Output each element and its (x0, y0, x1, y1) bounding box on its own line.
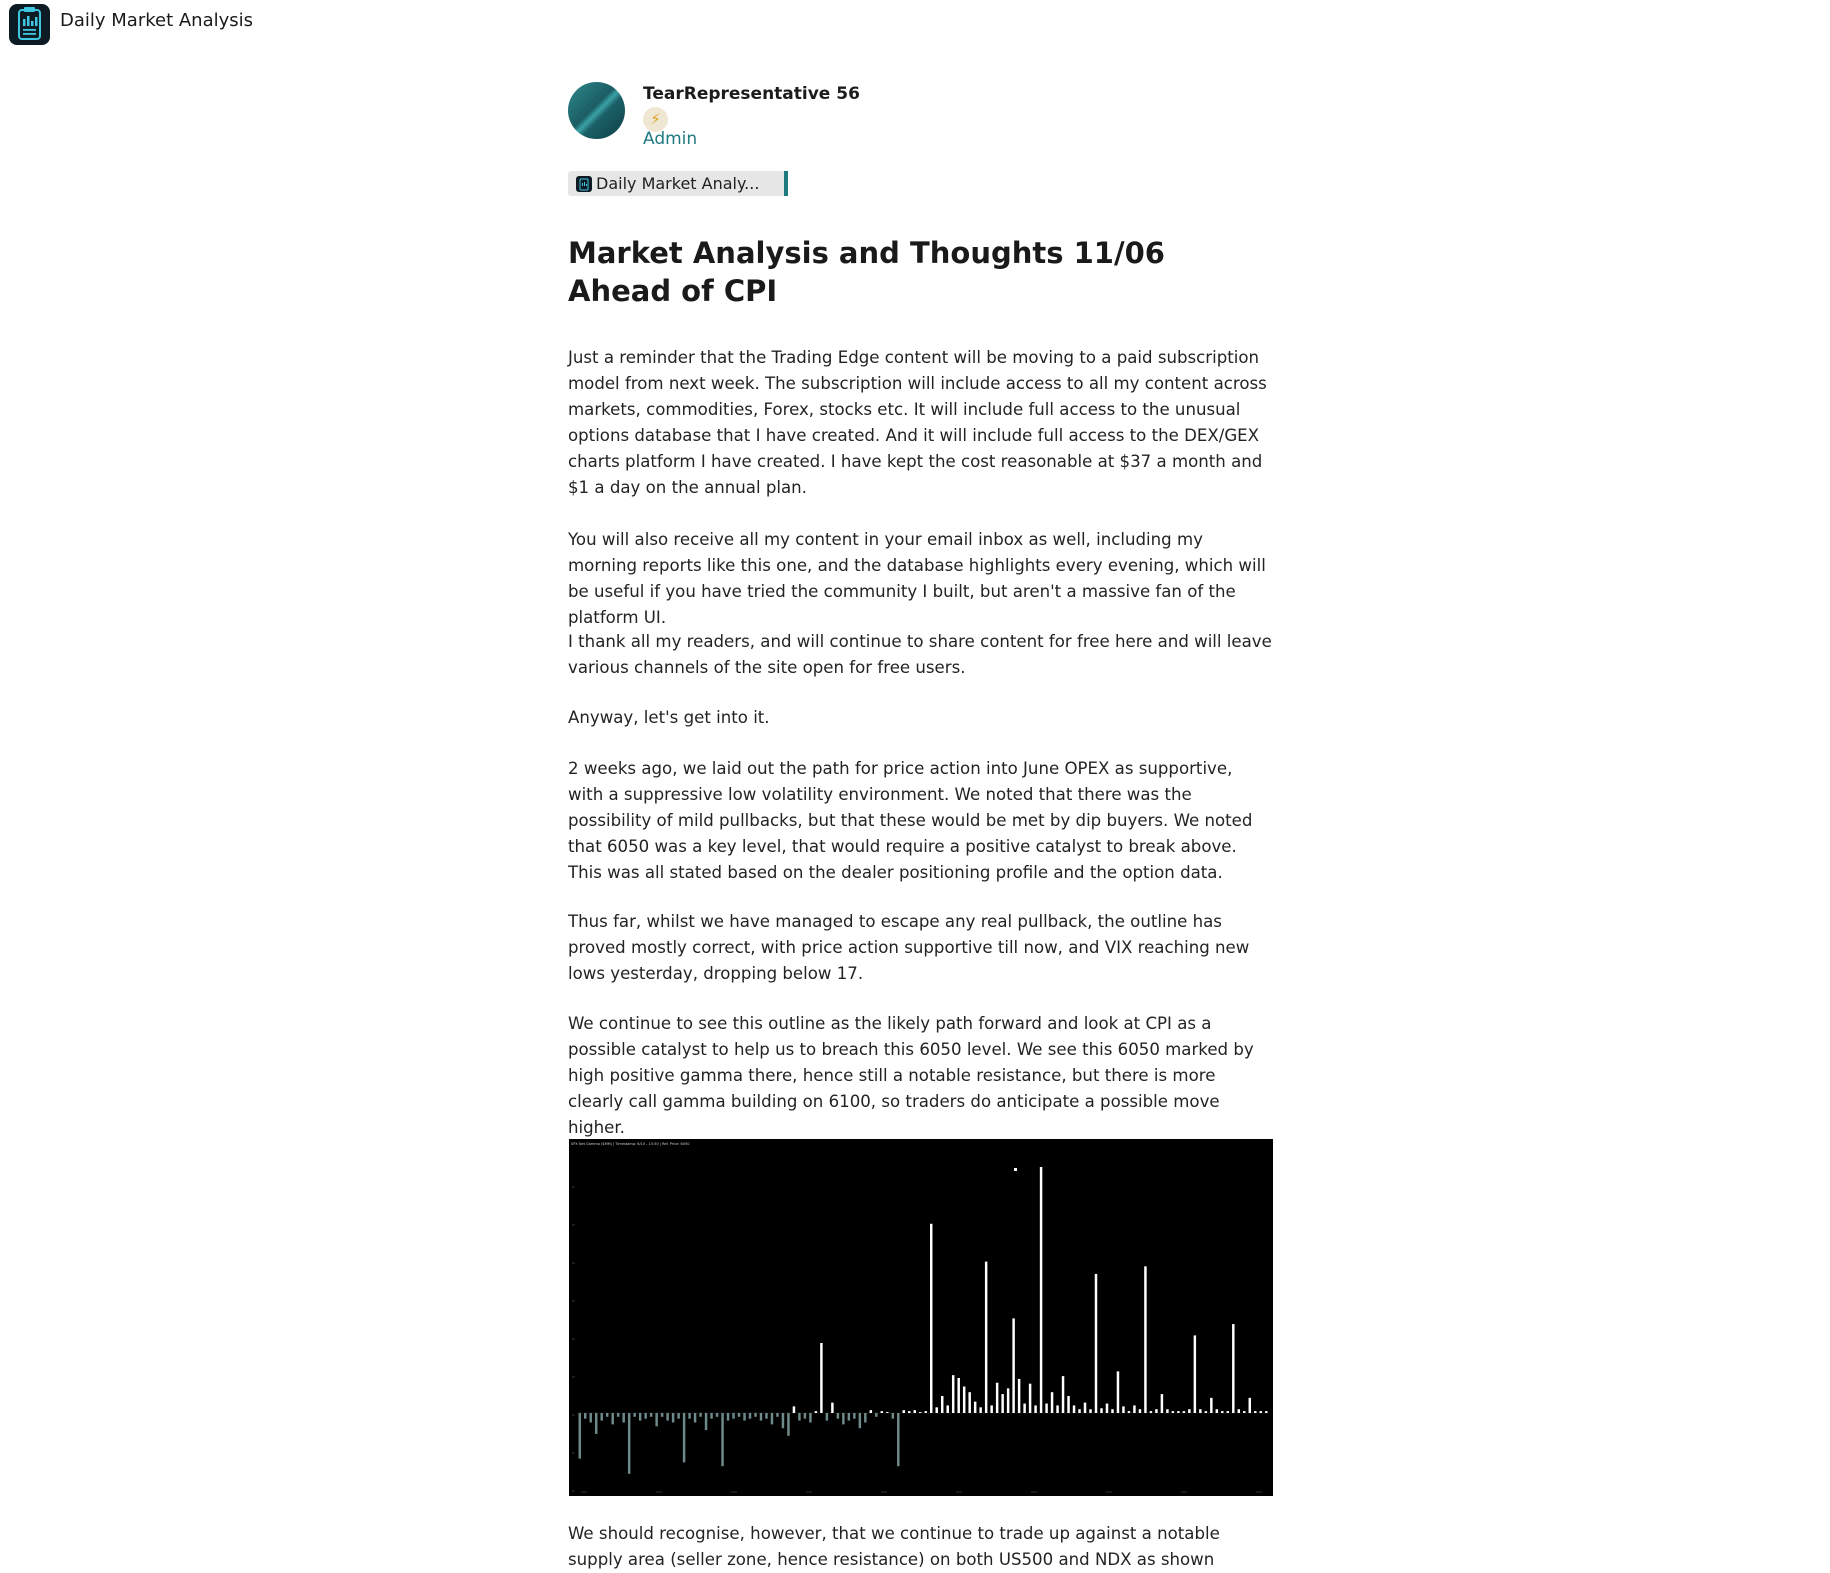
chart-bar[interactable] (985, 1262, 987, 1413)
chart-bar[interactable] (661, 1413, 663, 1417)
chart-bar[interactable] (1177, 1411, 1179, 1413)
chart-bar[interactable] (1034, 1405, 1036, 1413)
chart-bar[interactable] (1194, 1335, 1196, 1413)
chart-bar[interactable] (1117, 1371, 1119, 1413)
chart-bar[interactable] (743, 1413, 745, 1421)
chart-bar[interactable] (1029, 1384, 1031, 1413)
chart-bar[interactable] (1238, 1409, 1240, 1413)
chart-bar[interactable] (1150, 1411, 1152, 1413)
chart-bar[interactable] (897, 1413, 899, 1466)
chart-bar[interactable] (765, 1413, 767, 1419)
chart-bar[interactable] (1056, 1405, 1058, 1413)
chart-bar[interactable] (639, 1413, 641, 1421)
chart-bar[interactable] (584, 1413, 586, 1419)
chart-bar[interactable] (738, 1413, 740, 1417)
chart-bar[interactable] (1023, 1404, 1025, 1413)
chart-bar[interactable] (1078, 1409, 1080, 1413)
chart-bar[interactable] (1001, 1394, 1003, 1413)
chart-bar[interactable] (699, 1413, 701, 1417)
chart-bar[interactable] (826, 1413, 828, 1421)
chart-bar[interactable] (655, 1413, 657, 1426)
chart-bar[interactable] (710, 1413, 712, 1419)
chart-bar[interactable] (1155, 1409, 1157, 1413)
app-title[interactable]: Daily Market Analysis (60, 10, 254, 31)
chart-bar[interactable] (853, 1413, 855, 1419)
chart-bar[interactable] (1232, 1324, 1234, 1413)
chart-bars (577, 1167, 1269, 1474)
chart-bar[interactable] (1144, 1266, 1146, 1413)
chart-bar[interactable] (1095, 1274, 1097, 1413)
chart-bar[interactable] (683, 1413, 685, 1462)
chart-bar[interactable] (749, 1413, 751, 1419)
post-paragraph: We should recognise, however, that we continue to trade up against a notable supply area (seller zone, hence resistance) on both US500 and NDX as shown (568, 1524, 1220, 1569)
chart-bar[interactable] (600, 1413, 602, 1421)
chart-bar[interactable] (1111, 1409, 1113, 1413)
chart-bar[interactable] (815, 1411, 817, 1413)
chart-bar[interactable] (870, 1410, 872, 1413)
chart-bar[interactable] (1018, 1379, 1020, 1413)
chart-bar[interactable] (622, 1413, 624, 1423)
channel-indicator (784, 171, 788, 196)
chart-bar[interactable] (946, 1405, 948, 1413)
chart-bar[interactable] (957, 1378, 959, 1413)
channel-chip[interactable] (568, 171, 786, 196)
chart-bar[interactable] (941, 1396, 943, 1413)
chart-bar[interactable] (1062, 1376, 1064, 1413)
chart-bar[interactable] (617, 1413, 619, 1417)
chart-bar[interactable] (732, 1413, 734, 1419)
chart-bar[interactable] (925, 1411, 927, 1413)
chart-bar[interactable] (1221, 1411, 1223, 1413)
chart-bar[interactable] (666, 1413, 668, 1421)
chart-bar[interactable] (721, 1413, 723, 1466)
chart-bar[interactable] (633, 1413, 635, 1417)
chart-bar[interactable] (1122, 1406, 1124, 1413)
analytics-report-icon (576, 176, 592, 192)
chart-bar[interactable] (842, 1413, 844, 1424)
post-paragraph: We continue to see this outline as the likely path forward and look at CPI as a possible catalyst to help us to breach this 6050 level. We see this 6050 marked by high positive gamma there, hence still a notable resistance, but there is more clearly call gamma building on 6100, so traders do anticipate a possible move higher. (568, 1014, 1254, 1137)
chart-bar[interactable] (1139, 1409, 1141, 1413)
chart-bar[interactable] (1254, 1411, 1256, 1413)
chart-bar[interactable] (694, 1413, 696, 1423)
legend-swatch (1014, 1168, 1017, 1171)
chart-bar[interactable] (886, 1412, 888, 1413)
chart-bar[interactable] (1067, 1396, 1069, 1413)
chart-bar[interactable] (787, 1413, 789, 1436)
chart-bar[interactable] (579, 1413, 581, 1459)
chart-bar[interactable] (908, 1411, 910, 1413)
post-paragraph: You will also receive all my content in your email inbox as well, including my morning reports like this one, and the database highlights every evening, which will be useful if you have tried the community I built, but aren't a massive fan of the platform UI. (568, 530, 1266, 627)
chart-bar[interactable] (892, 1413, 894, 1419)
chart-bar[interactable] (1012, 1318, 1014, 1413)
chart-bar[interactable] (968, 1392, 970, 1413)
chart-bar[interactable] (1260, 1411, 1262, 1413)
chart-ticks (572, 1187, 1262, 1492)
chart-bar[interactable] (1089, 1409, 1091, 1413)
chart-bar[interactable] (628, 1413, 630, 1474)
post-paragraph: Anyway, let's get into it. (568, 708, 770, 727)
chart-bar[interactable] (919, 1412, 921, 1413)
post-paragraph: I thank all my readers, and will continue to share content for free here and will leave various channels of the site open for free users. (568, 632, 1272, 677)
chart-bar[interactable] (606, 1413, 608, 1417)
chart-bar[interactable] (727, 1413, 729, 1421)
chart-bar[interactable] (820, 1343, 822, 1413)
chart-bar[interactable] (644, 1413, 646, 1419)
chart-bar[interactable] (688, 1413, 690, 1419)
chart-bar[interactable] (930, 1224, 932, 1413)
chart-bar[interactable] (996, 1383, 998, 1413)
chart-bar[interactable] (809, 1413, 811, 1423)
chart-bar[interactable] (935, 1407, 937, 1413)
chart-bar[interactable] (990, 1405, 992, 1413)
chart-bar[interactable] (1166, 1409, 1168, 1413)
chart-bar[interactable] (1188, 1409, 1190, 1413)
chart-bar[interactable] (903, 1410, 905, 1413)
chart-bar[interactable] (1183, 1411, 1185, 1413)
top-bar (0, 0, 1830, 44)
chart-bar[interactable] (881, 1411, 883, 1413)
chart-bar[interactable] (1205, 1411, 1207, 1413)
chart-bar[interactable] (1210, 1398, 1212, 1413)
chart-bar[interactable] (1007, 1388, 1009, 1413)
post-paragraph: Just a reminder that the Trading Edge content will be moving to a paid subscription model from next week. The subscription will include access to all my content across markets, commodities, Forex, stocks etc. It will include full access to the unusual options database that I have created. And it will include full access to the DEX/GEX charts platform I have created. I have kept the cost reasonable at $37 a month and $1 a day on the annual plan. (568, 348, 1267, 497)
chart-bar[interactable] (589, 1413, 591, 1423)
chart-bar[interactable] (782, 1413, 784, 1428)
post-title: Market Analysis and Thoughts 11/06 Ahead of CPI (568, 236, 1165, 308)
chart-bar[interactable] (705, 1413, 707, 1430)
chart-bar[interactable] (716, 1413, 718, 1417)
chart-bar[interactable] (1051, 1392, 1053, 1413)
author-role: Admin (643, 129, 698, 149)
gamma-chart-svg (569, 1139, 1273, 1496)
chart-bar[interactable] (1216, 1409, 1218, 1413)
chart-bar[interactable] (611, 1413, 613, 1424)
chart-bar[interactable] (1040, 1167, 1042, 1413)
chart-bar[interactable] (1243, 1411, 1245, 1413)
chart-bar[interactable] (754, 1413, 756, 1417)
avatar[interactable] (568, 82, 625, 139)
analytics-report-icon[interactable] (9, 4, 50, 45)
chart-bar[interactable] (793, 1406, 795, 1413)
chart-bar[interactable] (831, 1403, 833, 1413)
chart-bar[interactable] (1172, 1411, 1174, 1413)
chart-bar[interactable] (963, 1387, 965, 1413)
chart-bar[interactable] (1106, 1404, 1108, 1413)
chart-bar[interactable] (864, 1413, 866, 1423)
chart-bar[interactable] (771, 1413, 773, 1424)
chart-bar[interactable] (672, 1413, 674, 1423)
chart-bar[interactable] (1133, 1405, 1135, 1413)
channel-label: Daily Market Analy... (596, 174, 760, 193)
chart-bar[interactable] (952, 1375, 954, 1413)
chart-bar[interactable] (859, 1413, 861, 1428)
chart-bar[interactable] (1265, 1411, 1267, 1413)
chart-bar[interactable] (1045, 1404, 1047, 1413)
chart-bar[interactable] (1249, 1398, 1251, 1413)
chart-bar[interactable] (1199, 1409, 1201, 1413)
chart-bar[interactable] (1161, 1394, 1163, 1413)
chart-bar[interactable] (677, 1413, 679, 1419)
chart-bar[interactable] (1100, 1408, 1102, 1413)
chart-bar[interactable] (1128, 1411, 1130, 1413)
chart-bar[interactable] (837, 1413, 839, 1419)
chart-bar[interactable] (804, 1413, 806, 1419)
chart-bar[interactable] (974, 1402, 976, 1413)
chart-bar[interactable] (848, 1413, 850, 1421)
post-paragraph: Thus far, whilst we have managed to escape any real pullback, the outline has proved mostly correct, with price action supportive till now, and VIX reaching new lows yesterday, dropping below 17. (568, 912, 1250, 983)
chart-bar[interactable] (650, 1413, 652, 1417)
chart-bar[interactable] (914, 1410, 916, 1413)
chart-title: SPX Net Gamma ($MM) | Timestamp: 6/10 - 15:50 | Ref. Price: 6050 (571, 1142, 690, 1146)
lightning-icon: ⚡ (643, 107, 668, 132)
chart-bar[interactable] (1227, 1411, 1229, 1413)
chart-bar[interactable] (776, 1413, 778, 1417)
chart-bar[interactable] (760, 1413, 762, 1421)
chart-bar[interactable] (798, 1413, 800, 1421)
gamma-chart[interactable] (569, 1139, 1273, 1496)
author-name[interactable]: TearRepresentative 56 (643, 84, 860, 104)
chart-bar[interactable] (979, 1407, 981, 1413)
chart-bar[interactable] (595, 1413, 597, 1434)
chart-bar[interactable] (875, 1413, 877, 1417)
post-paragraph: 2 weeks ago, we laid out the path for price action into June OPEX as supportive, with a suppressive low volatility environment. We noted that there was the possibility of mild pullbacks, but that these would be met by dip buyers. We noted that 6050 was a key level, that would require a positive catalyst to break above. This was all stated based on the dealer positioning profile and the option data. (568, 759, 1253, 882)
chart-bar[interactable] (1084, 1403, 1086, 1413)
chart-bar[interactable] (1073, 1405, 1075, 1413)
